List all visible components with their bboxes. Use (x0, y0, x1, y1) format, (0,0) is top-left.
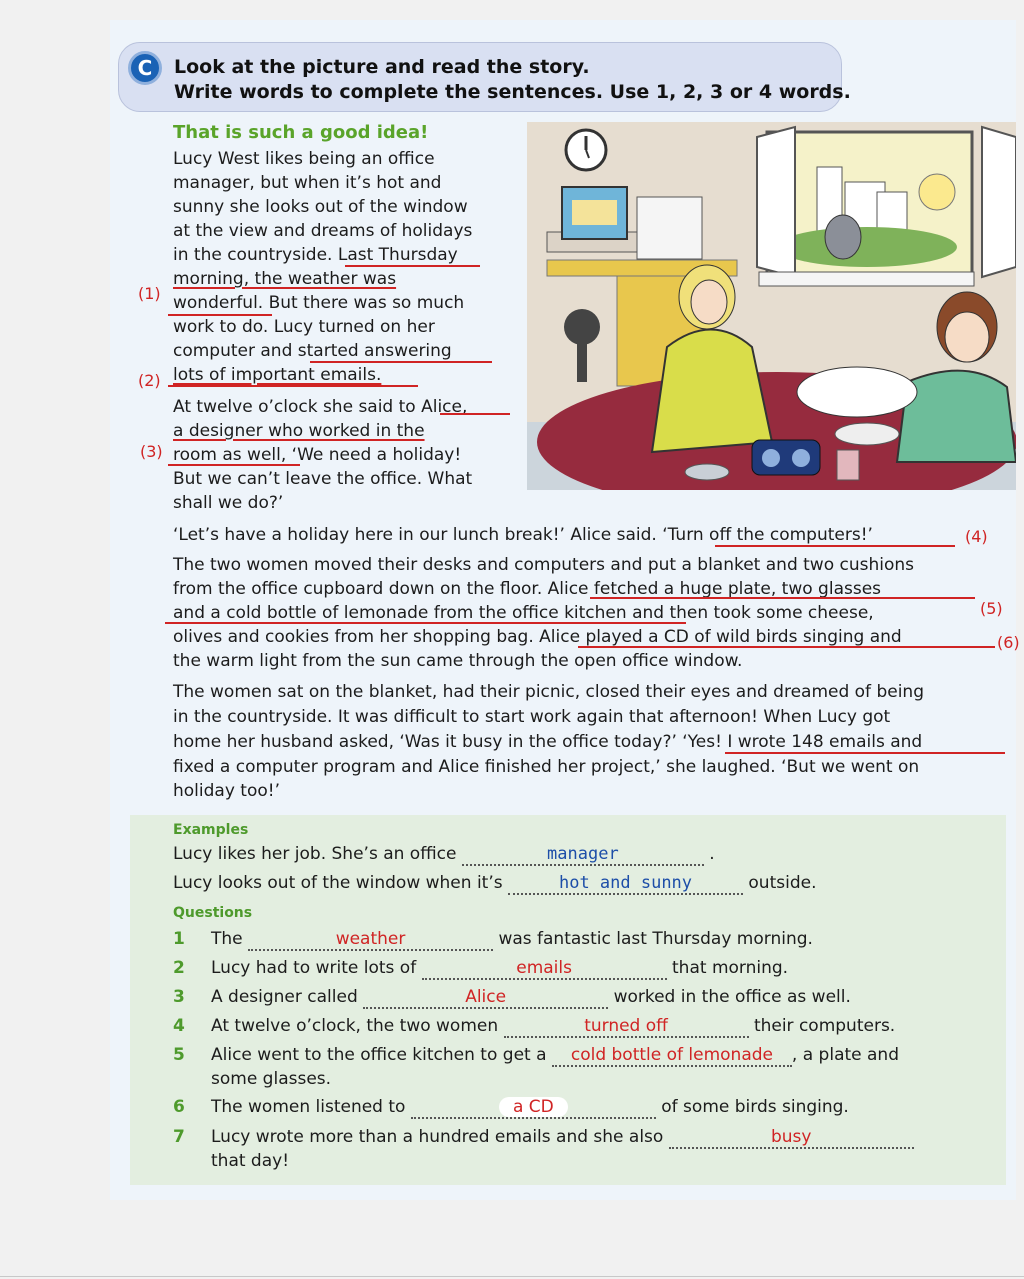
instruction-line-1: Look at the picture and read the story. (174, 56, 590, 78)
story-line: home her husband asked, ‘Was it busy in the office today?’ ‘Yes! I wrote 148 emails and (173, 732, 923, 752)
question-number: 2 (173, 958, 185, 978)
question-4 (211, 1016, 895, 1038)
example-1 (173, 844, 715, 866)
question-6 (211, 1097, 849, 1119)
question-6-answer[interactable]: a CD (499, 1097, 568, 1117)
question-1-answer[interactable]: weather (335, 929, 406, 949)
story-line: the warm light from the sun came through the open office window. (173, 651, 743, 671)
question-7 (211, 1127, 914, 1149)
story-line: ‘Let’s have a holiday here in our lunch break!’ Alice said. ‘Turn off the computers!’ (173, 525, 873, 545)
question-1-end: was fantastic last Thursday morning. (498, 929, 813, 949)
question-4-end: their computers. (753, 1016, 896, 1036)
story-line: manager, but when it’s hot and (173, 173, 442, 193)
story-line: at the view and dreams of holidays (173, 221, 473, 241)
question-5-answer[interactable]: cold bottle of lemonade (570, 1045, 773, 1065)
question-7-text: Lucy wrote more than a hundred emails and she also (211, 1127, 664, 1147)
annotation-mark-5: (5) (980, 599, 1003, 618)
story-line: from the office cupboard down on the floor. Alice fetched a huge plate, two glasses (173, 579, 882, 599)
story-line: At twelve o’clock she said to Alice, (173, 397, 468, 417)
story-line: in the countryside. It was difficult to start work again that afternoon! When Lucy got (173, 707, 891, 727)
question-6-text: The women listened to (211, 1097, 406, 1117)
story-line: sunny she looks out of the window (173, 197, 468, 217)
example-2-end: outside. (748, 873, 817, 893)
question-6-end: of some birds singing. (661, 1097, 849, 1117)
annotation-mark-3: (3) (140, 442, 163, 461)
example-2-text: Lucy looks out of the window when it’s (173, 873, 503, 893)
question-2-answer[interactable]: emails (516, 958, 572, 978)
question-3-end: worked in the office as well. (613, 987, 851, 1007)
question-4-text: At twelve o’clock, the two women (211, 1016, 499, 1036)
question-4-answer[interactable]: turned off (584, 1016, 668, 1036)
question-5-continued: some glasses. (211, 1069, 332, 1089)
story-line: The women sat on the blanket, had their picnic, closed their eyes and dreamed of being (173, 682, 924, 702)
story-line-underlined: morning, the weather was (173, 269, 397, 289)
questions-heading: Questions (173, 905, 253, 921)
examples-heading: Examples (173, 822, 249, 838)
question-5 (211, 1045, 899, 1067)
question-2 (211, 958, 788, 980)
story-line: work to do. Lucy turned on her (173, 317, 435, 337)
question-number: 7 (173, 1127, 185, 1147)
section-badge: C (128, 51, 162, 85)
example-1-text: Lucy likes her job. She’s an office (173, 844, 457, 864)
question-number: 4 (173, 1016, 185, 1036)
question-5-end: , a plate and (791, 1045, 899, 1065)
annotation-mark-6: (6) (997, 633, 1020, 652)
story-line: in the countryside. Last Thursday (173, 245, 458, 265)
story-line: holiday too!’ (173, 781, 280, 801)
question-2-end: that morning. (672, 958, 789, 978)
question-1 (211, 929, 813, 951)
story-line: shall we do?’ (173, 493, 284, 513)
question-3 (211, 987, 851, 1009)
office-picnic-illustration (527, 122, 1016, 490)
annotation-mark-4: (4) (965, 527, 988, 546)
question-number: 6 (173, 1097, 185, 1117)
story-line: olives and cookies from her shopping bag. Alice played a CD of wild birds singing and (173, 627, 902, 647)
story-line: Lucy West likes being an office (173, 149, 435, 169)
question-7-continued: that day! (211, 1151, 290, 1171)
example-1-end: . (709, 844, 715, 864)
question-1-text: The (211, 929, 243, 949)
question-number: 3 (173, 987, 185, 1007)
story-line: But we can’t leave the office. What (173, 469, 473, 489)
question-3-text: A designer called (211, 987, 358, 1007)
story-line: room as well, ‘We need a holiday! (173, 445, 462, 465)
annotation-mark-1: (1) (138, 284, 161, 303)
annotation-mark-2: (2) (138, 371, 161, 390)
story-line: fixed a computer program and Alice finished her project,’ she laughed. ‘But we went on (173, 757, 920, 777)
story-line-underlined: lots of important emails. (173, 365, 382, 385)
example-2-answer: hot and sunny (558, 873, 693, 893)
question-2-text: Lucy had to write lots of (211, 958, 417, 978)
story-line: and a cold bottle of lemonade from the office kitchen and then took some cheese, (173, 603, 874, 623)
example-2 (173, 873, 816, 895)
question-number: 5 (173, 1045, 185, 1065)
page-bottom-divider (0, 1276, 1024, 1277)
story-line-underlined: a designer who worked in the (173, 421, 425, 441)
question-3-answer[interactable]: Alice (465, 987, 507, 1007)
story-line: wonderful. But there was so much (173, 293, 465, 313)
story-line: The two women moved their desks and computers and put a blanket and two cushions (173, 555, 915, 575)
story-line: computer and started answering (173, 341, 452, 361)
question-7-answer[interactable]: busy (770, 1127, 812, 1147)
question-number: 1 (173, 929, 185, 949)
instruction-line-2: Write words to complete the sentences. Use 1, 2, 3 or 4 words. (174, 81, 851, 103)
story-title: That is such a good idea! (173, 122, 429, 143)
question-5-text: Alice went to the office kitchen to get a (211, 1045, 547, 1065)
example-1-answer: manager (547, 844, 619, 864)
